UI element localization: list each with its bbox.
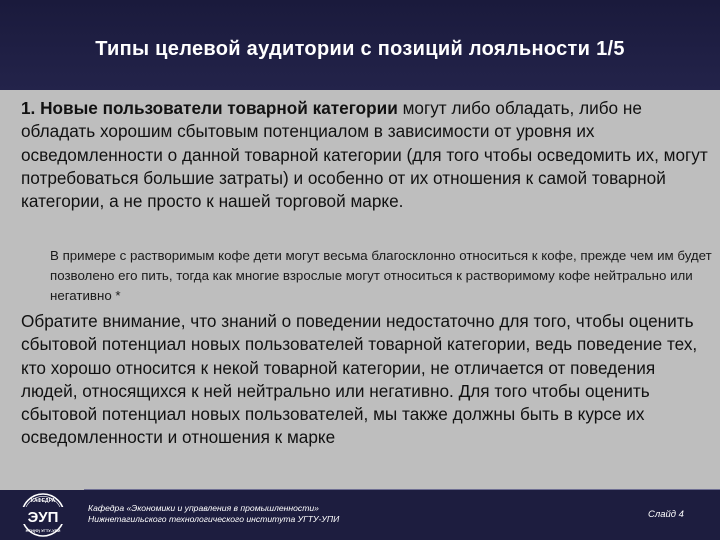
footer-divider: [84, 489, 720, 490]
footer-department-text: [88, 503, 339, 525]
paragraph-new-users: [21, 97, 711, 213]
example-note: В примере с растворимым кофе дети могут весьма благосклонно относиться к кофе, прежде чем им будет позволено его пить, тогда как многие взрослые могут относиться к растворимому кофе нейтрально или негативно *: [50, 248, 712, 303]
slide-number: Слайд 4: [648, 509, 684, 520]
footer-line-1: Кафедра «Экономики и управления в промышленности»: [88, 503, 319, 513]
logo-bottom-text: НТИ(Ф) УГТУ-УПИ: [25, 528, 61, 533]
paragraph-new-users-heading: 1. Новые пользователи товарной категории: [21, 98, 398, 118]
paragraph-new-users-text: могут либо обладать, либо не обладать хорошим сбытовым потенциалом в зависимости от уровня их осведомленности о данной товарной категории (для того чтобы осведомить их, могут потребоваться большие затраты) и особенно от их отношения к самой товарной категории, а не просто к нашей торговой марке.: [21, 98, 708, 212]
paragraph-attention: Обратите внимание, что знаний о поведении недостаточно для того, чтобы оценить сбытовой потенциал новых пользователей товарной категории, ведь поведение тех, кто хорошо относится к некой товарной категории, не отличается от поведения людей, относящихся к ней нейтрально или негативно. Для того чтобы оценить сбытовой потенциал новых пользователей, мы также должны быть в курсе их осведомленности и отношения к марке: [21, 311, 698, 448]
logo-top-text: КАФЕДРА: [30, 498, 56, 504]
department-logo: [14, 492, 72, 538]
slide-title: Типы целевой аудитории с позиций лояльности 1/5: [95, 38, 625, 60]
logo-main-text: ЭУП: [27, 509, 59, 526]
footer-line-2: Нижнетагильского технологического института УГТУ-УПИ: [88, 514, 340, 524]
